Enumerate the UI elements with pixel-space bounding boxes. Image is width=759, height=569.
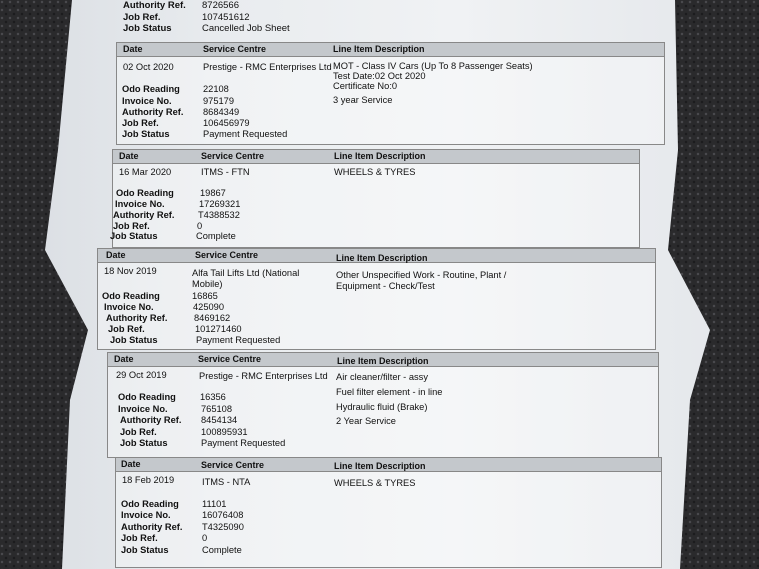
line-item: Test Date:02 Oct 2020 xyxy=(333,71,426,81)
line-item: WHEELS & TYRES xyxy=(334,167,416,177)
value-odo: 11101 xyxy=(202,499,227,509)
record-date: 29 Oct 2019 xyxy=(116,370,167,380)
label-authority: Authority Ref. xyxy=(122,107,184,117)
label-job-ref: Job Ref. xyxy=(122,118,159,128)
label-authority: Authority Ref. xyxy=(123,0,186,11)
record-header xyxy=(116,458,661,472)
value-job-status: Payment Requested xyxy=(196,335,281,345)
value-job-status: Payment Requested xyxy=(201,438,286,448)
line-item: 2 Year Service xyxy=(336,416,396,426)
header-date: Date xyxy=(121,459,141,469)
value-invoice: 765108 xyxy=(201,404,233,414)
record-date: 18 Nov 2019 xyxy=(104,266,157,276)
label-job-status: Job Status xyxy=(121,545,169,555)
label-odo: Odo Reading xyxy=(116,188,174,198)
label-authority: Authority Ref. xyxy=(120,415,182,425)
record-header xyxy=(108,353,658,367)
value-job-ref: 107451612 xyxy=(202,12,250,23)
line-item: Certificate No:0 xyxy=(333,81,398,91)
value-odo: 16356 xyxy=(200,392,226,402)
label-job-ref: Job Ref. xyxy=(121,533,158,543)
record-centre: ITMS - NTA xyxy=(202,477,251,487)
value-job-status: Cancelled Job Sheet xyxy=(202,23,290,34)
value-invoice: 17269321 xyxy=(199,199,241,209)
value-authority: T4325090 xyxy=(202,522,244,532)
header-date: Date xyxy=(106,250,126,260)
label-job-status: Job Status xyxy=(123,23,172,34)
header-service-centre: Service Centre xyxy=(203,44,267,54)
line-item: MOT - Class IV Cars (Up To 8 Passenger Seats) xyxy=(333,61,533,71)
record-date: 18 Feb 2019 xyxy=(122,475,175,485)
record-centre: Prestige - RMC Enterprises Ltd xyxy=(203,62,332,72)
value-job-ref: 106456979 xyxy=(203,118,250,128)
value-job-ref: 101271460 xyxy=(195,324,242,334)
record-header xyxy=(117,43,664,57)
record-header xyxy=(113,150,639,164)
value-authority: 8726566 xyxy=(202,0,239,11)
value-odo: 16865 xyxy=(192,291,218,301)
value-odo: 22108 xyxy=(203,84,229,94)
record-centre: Alfa Tail Lifts Ltd (National Mobile) xyxy=(192,268,300,289)
label-invoice: Invoice No. xyxy=(122,96,172,106)
label-job-ref: Job Ref. xyxy=(120,427,157,437)
service-record xyxy=(97,248,656,350)
label-odo: Odo Reading xyxy=(102,291,160,301)
line-item: Other Unspecified Work - Routine, Plant / Equipment - Check/Test xyxy=(336,270,507,291)
service-record xyxy=(116,42,665,145)
label-job-ref: Job Ref. xyxy=(113,221,150,231)
label-authority: Authority Ref. xyxy=(106,313,168,323)
header-service-centre: Service Centre xyxy=(201,460,265,470)
header-service-centre: Service Centre xyxy=(195,250,259,260)
label-invoice: Invoice No. xyxy=(104,302,154,312)
label-odo: Odo Reading xyxy=(122,84,180,94)
header-service-centre: Service Centre xyxy=(201,151,265,161)
value-odo: 19867 xyxy=(200,188,226,198)
value-job-ref: 100895931 xyxy=(201,427,248,437)
label-job-ref: Job Ref. xyxy=(108,324,145,334)
header-service-centre: Service Centre xyxy=(198,354,262,364)
label-job-ref: Job Ref. xyxy=(123,12,161,23)
label-odo: Odo Reading xyxy=(118,392,176,402)
value-job-status: Complete xyxy=(202,545,242,555)
record-centre: ITMS - FTN xyxy=(201,167,250,177)
value-authority: 8454134 xyxy=(201,415,238,425)
record-date: 02 Oct 2020 xyxy=(123,62,174,72)
value-authority: 8684349 xyxy=(203,107,240,117)
header-line-item: Line Item Description xyxy=(336,253,428,263)
label-odo: Odo Reading xyxy=(121,499,179,509)
line-item: Fuel filter element - in line xyxy=(336,387,443,397)
value-invoice: 975179 xyxy=(203,96,235,106)
value-invoice: 16076408 xyxy=(202,510,244,520)
value-invoice: 425090 xyxy=(193,302,225,312)
service-record xyxy=(107,352,659,458)
line-item: 3 year Service xyxy=(333,95,393,105)
header-line-item: Line Item Description xyxy=(334,461,426,471)
record-date: 16 Mar 2020 xyxy=(119,167,172,177)
service-record xyxy=(112,149,640,248)
header-date: Date xyxy=(114,354,134,364)
label-job-status: Job Status xyxy=(120,438,168,448)
label-job-status: Job Status xyxy=(110,231,158,241)
record-header xyxy=(98,249,655,263)
value-job-status: Complete xyxy=(196,231,236,241)
label-invoice: Invoice No. xyxy=(121,510,171,520)
header-line-item: Line Item Description xyxy=(337,356,429,366)
label-invoice: Invoice No. xyxy=(118,404,168,414)
value-job-ref: 0 xyxy=(197,221,203,231)
header-line-item: Line Item Description xyxy=(334,151,426,161)
line-item: Air cleaner/filter - assy xyxy=(336,372,428,382)
value-authority: T4388532 xyxy=(198,210,240,220)
label-authority: Authority Ref. xyxy=(113,210,175,220)
value-job-status: Payment Requested xyxy=(203,129,288,139)
record-centre: Prestige - RMC Enterprises Ltd xyxy=(199,371,328,381)
label-authority: Authority Ref. xyxy=(121,522,183,532)
label-job-status: Job Status xyxy=(110,335,158,345)
header-line-item: Line Item Description xyxy=(333,44,425,54)
line-item: Hydraulic fluid (Brake) xyxy=(336,402,428,412)
header-date: Date xyxy=(119,151,139,161)
line-item: WHEELS & TYRES xyxy=(334,478,416,488)
label-job-status: Job Status xyxy=(122,129,170,139)
header-date: Date xyxy=(123,44,143,54)
value-job-ref: 0 xyxy=(202,533,208,543)
label-invoice: Invoice No. xyxy=(115,199,165,209)
value-authority: 8469162 xyxy=(194,313,231,323)
service-record xyxy=(115,457,662,568)
